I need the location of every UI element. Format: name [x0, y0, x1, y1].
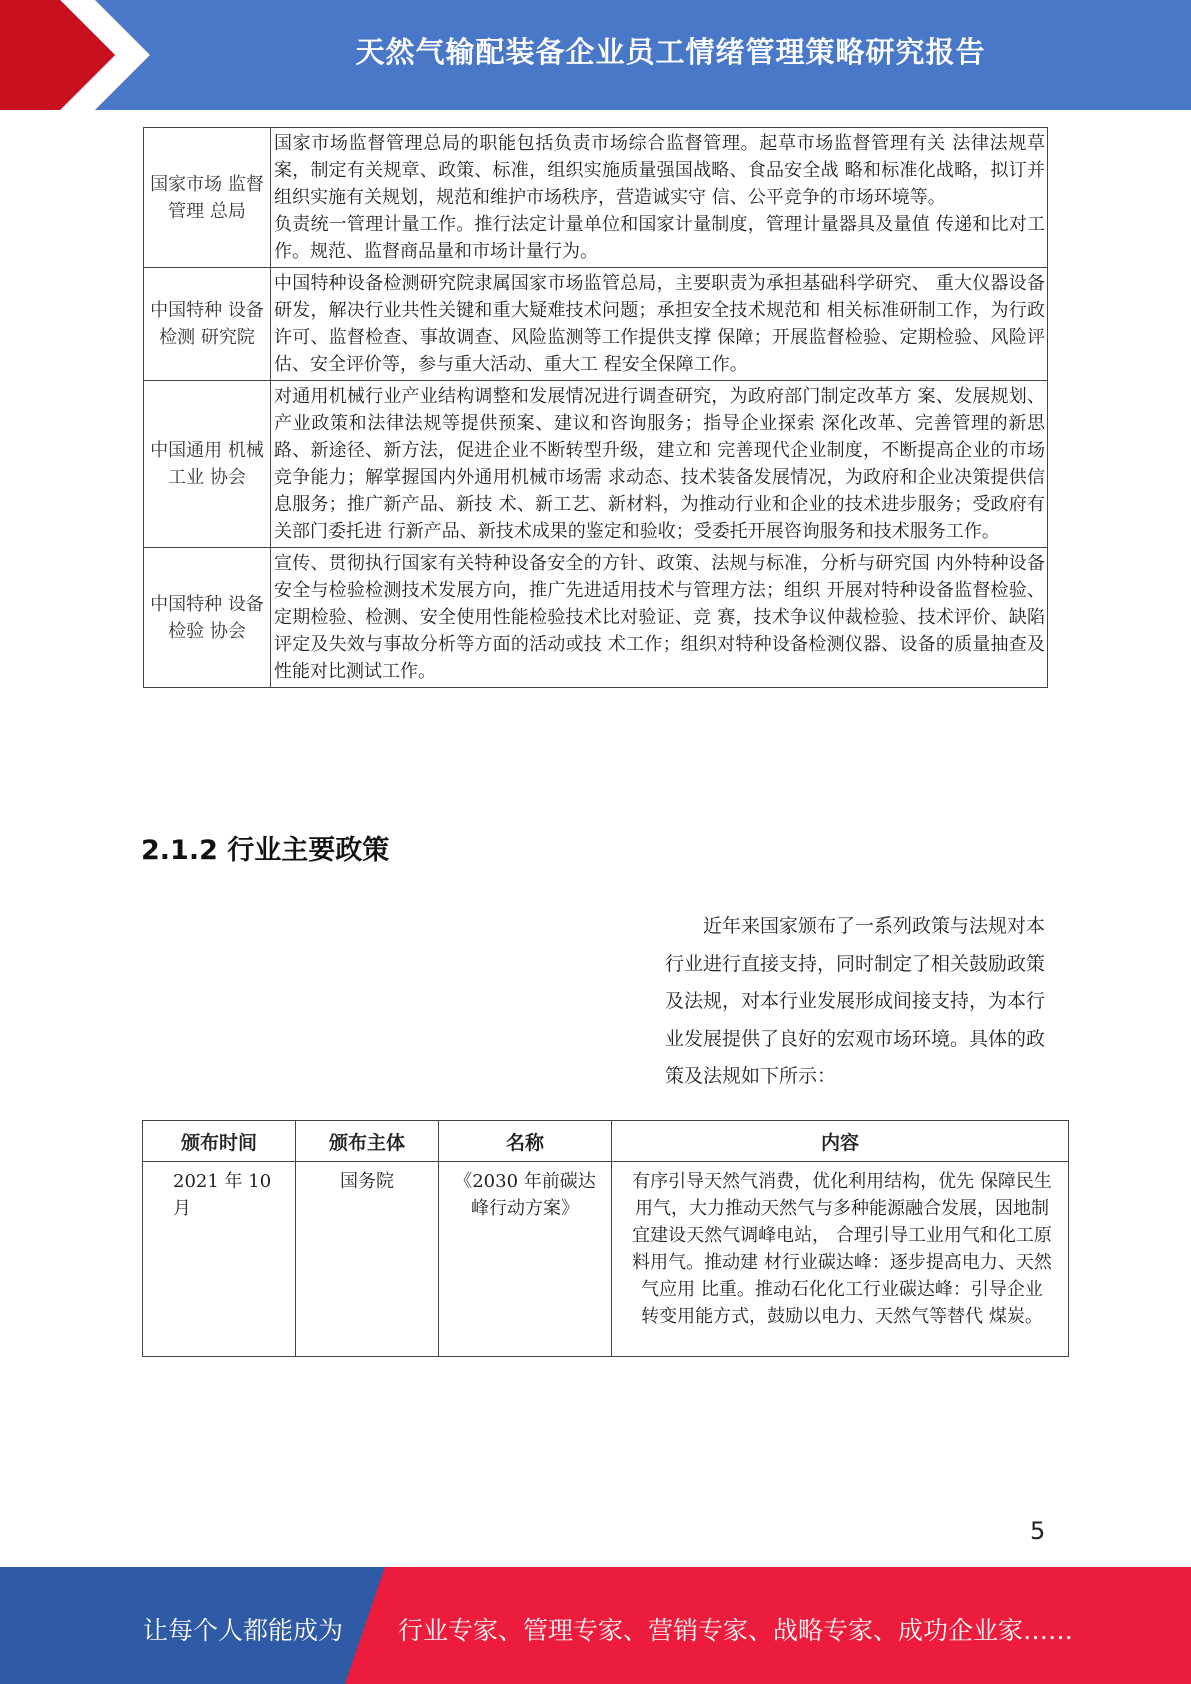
issuer-cell: 国务院: [296, 1162, 439, 1357]
table-row: [144, 381, 1048, 548]
table-row: [144, 268, 1048, 381]
policy-name-cell: 《2030 年前碳达峰行动方案》: [439, 1162, 612, 1357]
page-number: 5: [1030, 1517, 1046, 1545]
org-desc-cell: 宣传、贯彻执行国家有关特种设备安全的方针、政策、法规与标准，分析与研究国 内外特种设备安全与检验检测技术发展方向，推广先进适用技术与管理方法；组织 开展对特种设备监督检验、定期检验、检测、安全使用性能检验技术比对验证、竞 赛，技术争议仲裁检验、技术评价、缺陷评定及失效与事故分析等方面的活动或技 术工作；组织对特种设备检测仪器、设备的质量抽查及性能对比测试工作。: [271, 548, 1048, 688]
column-header: 内容: [612, 1121, 1069, 1162]
org-desc-cell: 中国特种设备检测研究院隶属国家市场监管总局，主要职责为承担基础科学研究、 重大仪器设备研发，解决行业共性关键和重大疑难技术问题；承担安全技术规范和 相关标准研制工作，为行政许可、监督检查、事故调查、风险监测等工作提供支撑 保障；开展监督检验、定期检验、风险评估、安全评价等，参与重大活动、重大工 程安全保障工作。: [271, 268, 1048, 381]
org-desc-cell: [271, 128, 1048, 268]
footer-slogan-left: 让每个人都能成为: [143, 1616, 344, 1645]
table-row: [143, 1162, 1069, 1357]
org-desc-text: 负责统一管理计量工作。推行法定计量单位和国家计量制度，管理计量器具及量值 传递和比对工作。规范、监督商品量和市场计量行为。: [274, 214, 1045, 262]
report-title: 天然气输配装备企业员工情绪管理策略研究报告: [355, 34, 986, 69]
time-cell: 2021 年 10 月: [143, 1162, 296, 1357]
org-name-cell: 中国特种 设备检测 研究院: [144, 268, 271, 381]
organization-table: [143, 127, 1048, 688]
section-heading: 2.1.2 行业主要政策: [141, 835, 390, 866]
footer-slogan-right: 行业专家、管理专家、营销专家、战略专家、成功企业家……: [398, 1616, 1074, 1645]
org-name-cell: 国家市场 监督管理 总局: [144, 128, 271, 268]
page-header: [0, 0, 1191, 110]
column-header: 名称: [439, 1121, 612, 1162]
org-name-cell: 中国通用 机械工业 协会: [144, 381, 271, 548]
policy-table: [142, 1120, 1069, 1357]
column-header: 颁布主体: [296, 1121, 439, 1162]
intro-paragraph: 近年来国家颁布了一系列政策与法规对本行业进行直接支持，同时制定了相关鼓励政策及法规，对本行业发展形成间接支持，为本行业发展提供了良好的宏观市场环境。具体的政策及法规如下所示：: [665, 915, 1046, 1087]
header-red-chevron: [0, 0, 150, 110]
column-header: 颁布时间: [143, 1121, 296, 1162]
table-row: [144, 548, 1048, 688]
content-cell: 有序引导天然气消费，优化利用结构，优先 保障民生用气，大力推动天然气与多种能源融合发展，因地制宜建设天然气调峰电站， 合理引导工业用气和化工原料用气。推动建 材行业碳达峰：逐步提高电力、天然气应用 比重。推动石化化工行业碳达峰：引导企业 转变用能方式，鼓励以电力、天然气等替代 煤炭。: [612, 1162, 1069, 1357]
org-desc-text: 国家市场监督管理总局的职能包括负责市场综合监督管理。起草市场监督管理有关 法律法规草案，制定有关规章、政策、标准，组织实施质量强国战略、食品安全战 略和标准化战略，拟订并组织实施有关规划，规范和维护市场秩序，营造诚实守 信、公平竞争的市场环境等。: [274, 133, 1045, 208]
org-name-cell: 中国特种 设备检验 协会: [144, 548, 271, 688]
table-header-row: [143, 1121, 1069, 1162]
org-desc-cell: 对通用机械行业产业结构调整和发展情况进行调查研究，为政府部门制定改革方 案、发展规划、产业政策和法律法规等提供预案、建议和咨询服务；指导企业探索 深化改革、完善管理的新思路、新途径、新方法，促进企业不断转型升级，建立和 完善现代企业制度，不断提高企业的市场竞争能力；解掌握国内外通用机械市场需 求动态、技术装备发展情况，为政府和企业决策提供信息服务；推广新产品、新技 术、新工艺、新材料，为推动行业和企业的技术进步服务；受政府有关部门委托进 行新产品、新技术成果的鉴定和验收；受委托开展咨询服务和技术服务工作。: [271, 381, 1048, 548]
table-row: [144, 128, 1048, 268]
